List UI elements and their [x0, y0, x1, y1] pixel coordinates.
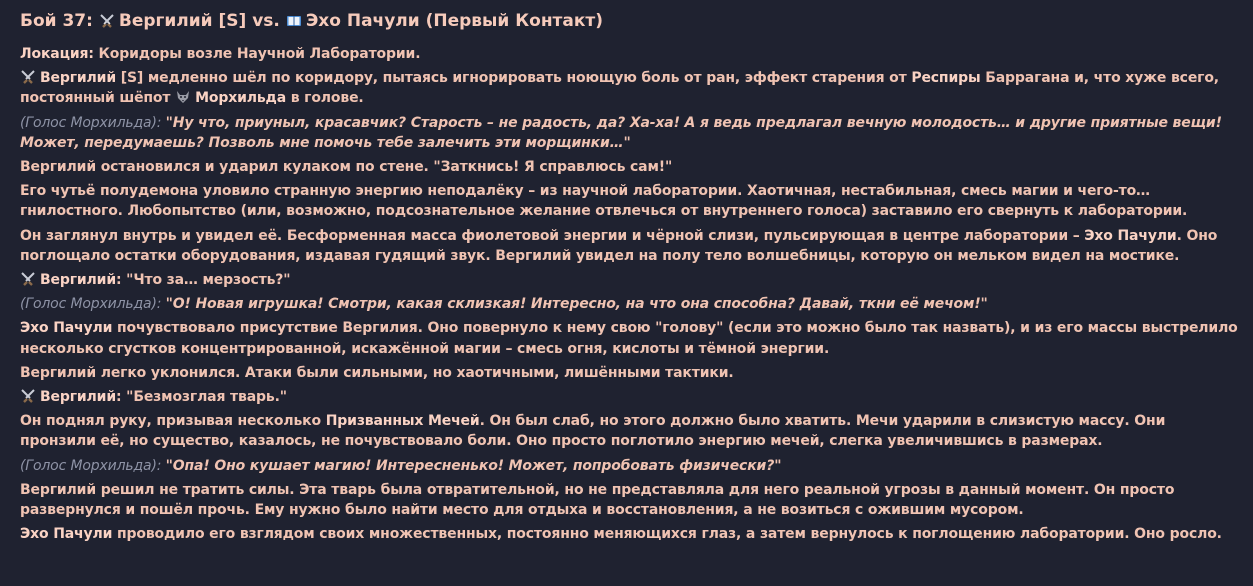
voice-line: (Голос Морхильда): "Ну что, приуныл, красавчик? Старость – не радость, да? Ха-ха! А я ведь предлагал вечную молодость… и другие приятные вещи! Может, передумаешь? Позволь мне помочь тебе залечить эти морщинки…" — [20, 114, 1222, 151]
narration-line: Эхо Пачули проводило его взглядом своих множественных, постоянно меняющихся глаз, а затем вернулось к поглощению лаборатории. Оно росло. — [20, 526, 1222, 543]
narration-line: Его чутьё полудемона уловило странную энергию неподалёку – из научной лаборатории. Хаотичная, нестабильная, смесь магии и чего-то… гнилостного. Любопытство (или, возможно, подсознательное желание отвлечься от внутреннего голоса) заставило его свернуть к лаборатории. — [20, 183, 1188, 220]
crossed-swords-icon — [20, 388, 36, 404]
dialogue-line: Вергилий: "Безмозглая тварь." — [20, 387, 1239, 407]
narration-line: Эхо Пачули почувствовало присутствие Вергилия. Оно повернуло к нему свою "голову" (если это можно было так назвать), и из его массы выстрелило несколько сгустков концентрированной, искажённой магии – смесь огня, кислоты и тёмной энергии. — [20, 320, 1238, 357]
narration-line: Вергилий остановился и ударил кулаком по стене. "Заткнись! Я справлюсь сам!" — [20, 159, 673, 176]
battle-number: Бой 37: — [20, 11, 93, 31]
location-line: Локация: Коридоры возле Научной Лаборатории. — [20, 46, 421, 62]
narration-line: Вергилий решил не тратить силы. Эта тварь была отвратительной, но не представляла для него реальной угрозы в данный момент. Он просто развернулся и пошёл прочь. Ему нужно было найти место для отдыха и восстановления, а не возиться с ожившим мусором. — [20, 481, 1175, 519]
narration-line: Он поднял руку, призывая несколько Призванных Мечей. Он был слаб, но этого должно было хватить. Мечи ударили в слизистую массу. Они пронзили её, но существо, казалось, не почувствовало боли. Оно просто поглотило энергию мечей, слегка увеличившись в размерах. — [20, 413, 1166, 450]
battle-title — [20, 10, 1239, 32]
wolf-icon — [175, 89, 191, 105]
voice-line: (Голос Морхильда): "Опа! Оно кушает магию! Интересненько! Может, попробовать физически?" — [20, 457, 782, 474]
fighter-1-name: Вергилий [S] — [118, 11, 247, 31]
dialogue-line: Вергилий: "Что за… мерзость?" — [20, 270, 1239, 290]
versus-label: vs. — [252, 11, 280, 31]
voice-line: (Голос Морхильда): "О! Новая игрушка! Смотри, какая склизкая! Интересно, на что она способна? Давай, ткни её мечом!" — [20, 296, 988, 313]
crossed-swords-icon — [99, 13, 115, 29]
narration-line: Вергилий легко уклонился. Атаки были сильными, но хаотичными, лишёнными тактики. — [20, 364, 734, 381]
book-icon — [286, 13, 302, 29]
narration-line: Вергилий [S] медленно шёл по коридору, пытаясь игнорировать ноющую боль от ран, эффект старения от Респиры Баррагана и, что хуже всего, постоянный шёпот Морхильда в голове. — [20, 70, 1219, 107]
crossed-swords-icon — [20, 69, 36, 85]
narration-line: Он заглянул внутрь и увидел её. Бесформенная масса фиолетовой энергии и чёрной слизи, пульсирующая в центре лаборатории – Эхо Пачули. Оно поглощало остатки оборудования, издавая гудящий звук. Вергилий увидел на полу тело волшебницы, которую он мельком видел на мостике. — [20, 227, 1218, 264]
fighter-2-name: Эхо Пачули (Первый Контакт) — [305, 11, 604, 31]
crossed-swords-icon — [20, 271, 36, 287]
